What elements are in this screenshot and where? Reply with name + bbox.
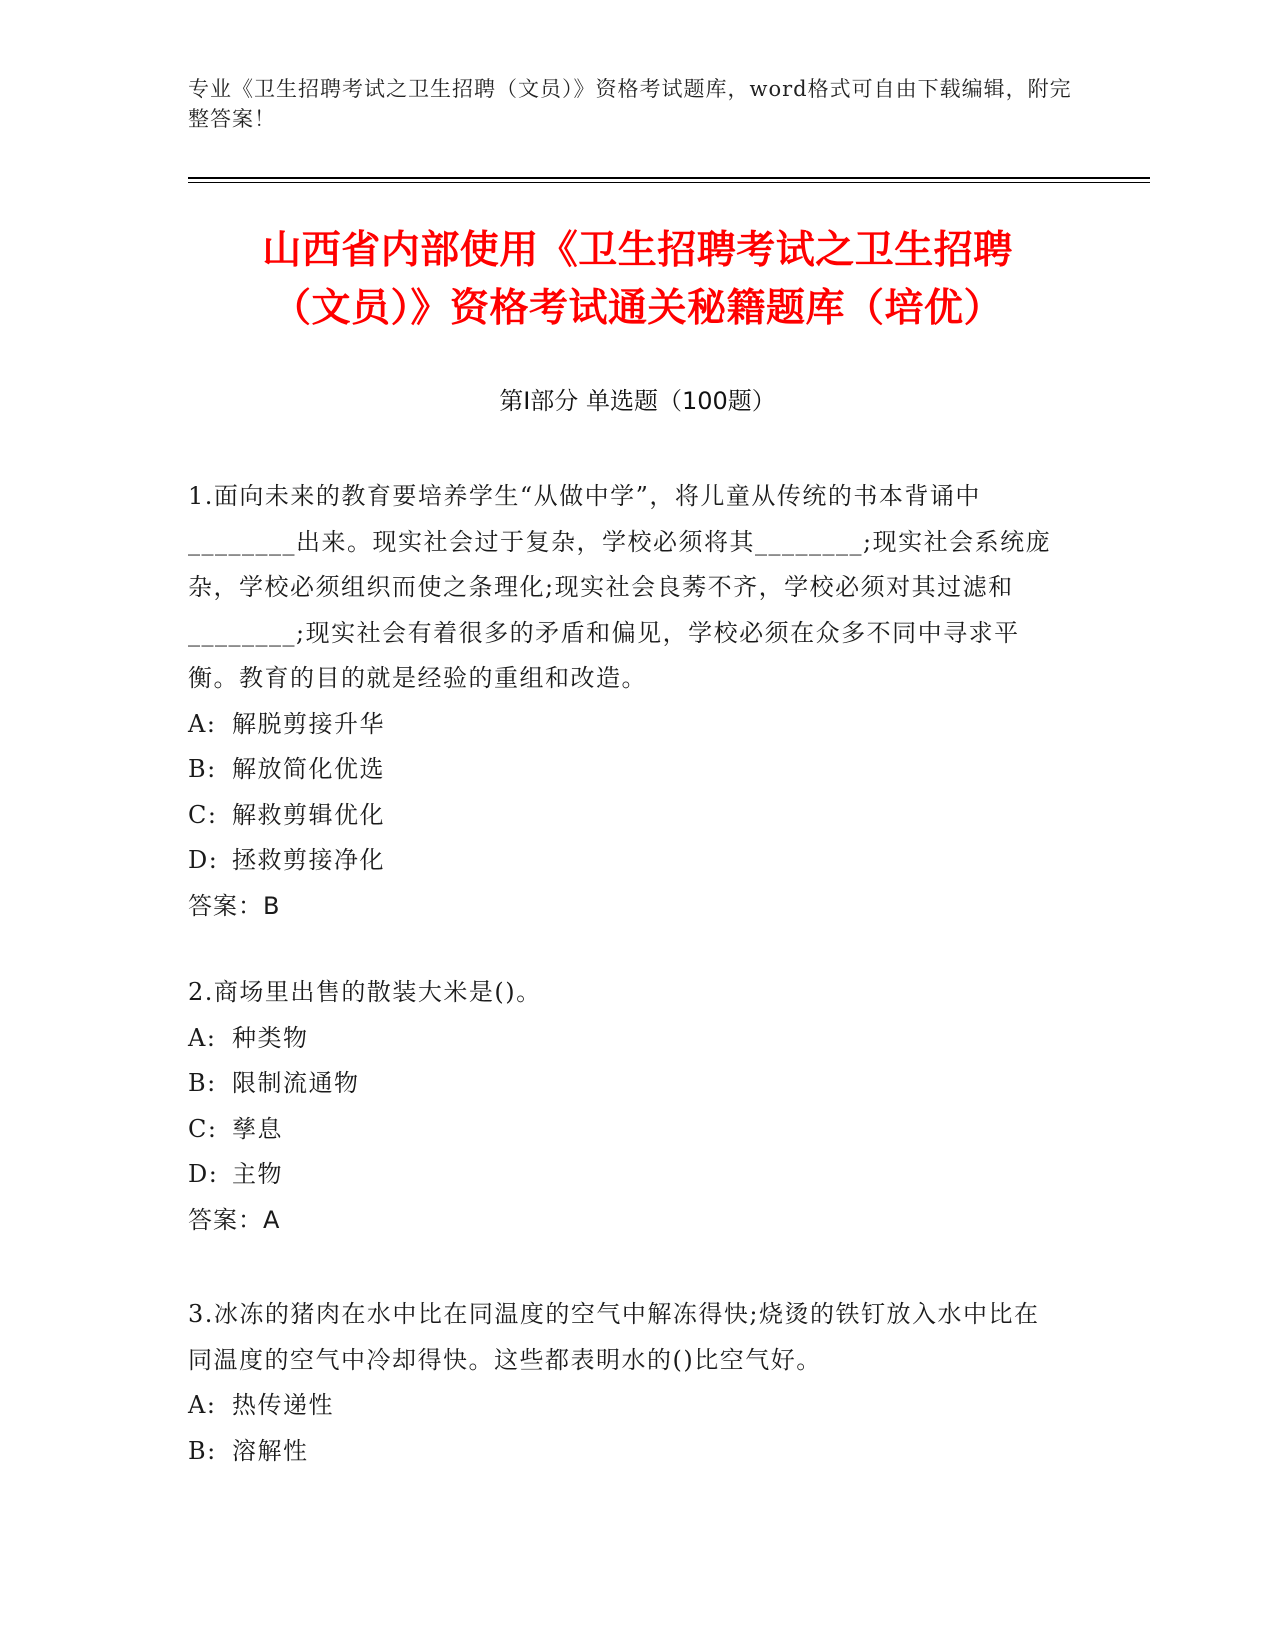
option-text: 主物 <box>232 1160 283 1188</box>
option-a <box>188 1383 1063 1429</box>
question-stem: 2.商场里出售的散装大米是()。 <box>188 978 542 1006</box>
option-text: 限制流通物 <box>232 1069 360 1097</box>
option-text: 拯救剪接净化 <box>232 846 385 874</box>
option-text: 种类物 <box>232 1023 309 1052</box>
question-3 <box>188 1292 1063 1474</box>
option-letter: D: <box>188 1160 219 1188</box>
option-a <box>188 1016 1063 1062</box>
option-text: 孳息 <box>232 1114 283 1143</box>
option-text: 解放简化优选 <box>232 755 385 783</box>
question-stem: 3.冰冻的猪肉在水中比在同温度的空气中解冻得快;烧烫的铁钉放入水中比在同温度的空气中冷却得快。这些都表明水的()比空气好。 <box>188 1300 1040 1374</box>
question-2 <box>188 970 1063 1243</box>
option-a <box>188 702 1063 748</box>
option-letter: A: <box>188 709 217 738</box>
answer-line: 答案：B <box>188 891 281 920</box>
option-text: 解救剪辑优化 <box>232 800 385 829</box>
section-title: 第Ⅰ部分 单选题（100题） <box>499 387 776 415</box>
answer-line: 答案：A <box>188 1205 281 1234</box>
option-letter: B: <box>188 755 217 783</box>
option-letter: C: <box>188 800 218 829</box>
option-letter: C: <box>188 1114 218 1143</box>
document-title-line-2: （文员）》资格考试通关秘籍题库（培优） <box>271 286 1003 331</box>
header-note: 专业《卫生招聘考试之卫生招聘（文员）》资格考试题库，word格式可自由下载编辑，附完整答案！ <box>188 77 1072 131</box>
option-text: 溶解性 <box>232 1436 309 1465</box>
header-divider-thin <box>188 182 1150 183</box>
option-d <box>188 838 1063 884</box>
header-divider-thick <box>188 177 1150 179</box>
option-b <box>188 1429 1063 1475</box>
option-letter: A: <box>188 1391 217 1419</box>
option-letter: B: <box>188 1436 217 1465</box>
option-b <box>188 1061 1063 1107</box>
option-c <box>188 793 1063 839</box>
option-text: 解脱剪接升华 <box>232 709 385 738</box>
option-d <box>188 1152 1063 1198</box>
option-letter: A: <box>188 1023 217 1052</box>
option-text: 热传递性 <box>232 1391 334 1419</box>
option-letter: B: <box>188 1069 217 1097</box>
question-1 <box>188 474 1063 929</box>
option-letter: D: <box>188 846 219 874</box>
option-c <box>188 1107 1063 1153</box>
question-stem: 1.面向未来的教育要培养学生“从做中学”，将儿童从传统的书本背诵中________出来。现实社会过于复杂，学校必须将其________;现实社会系统庞杂，学校必须组织而使之条理化;现实社会良莠不齐，学校必须对其过滤和________;现实社会有着很多的矛盾和偏见，学校必须在众多不同中寻求平衡。教育的目的就是经验的重组和改造。 <box>188 482 1052 692</box>
document-title-line-1: 山西省内部使用《卫生招聘考试之卫生招聘 <box>262 228 1013 273</box>
document-title <box>150 222 1125 338</box>
option-b <box>188 747 1063 793</box>
